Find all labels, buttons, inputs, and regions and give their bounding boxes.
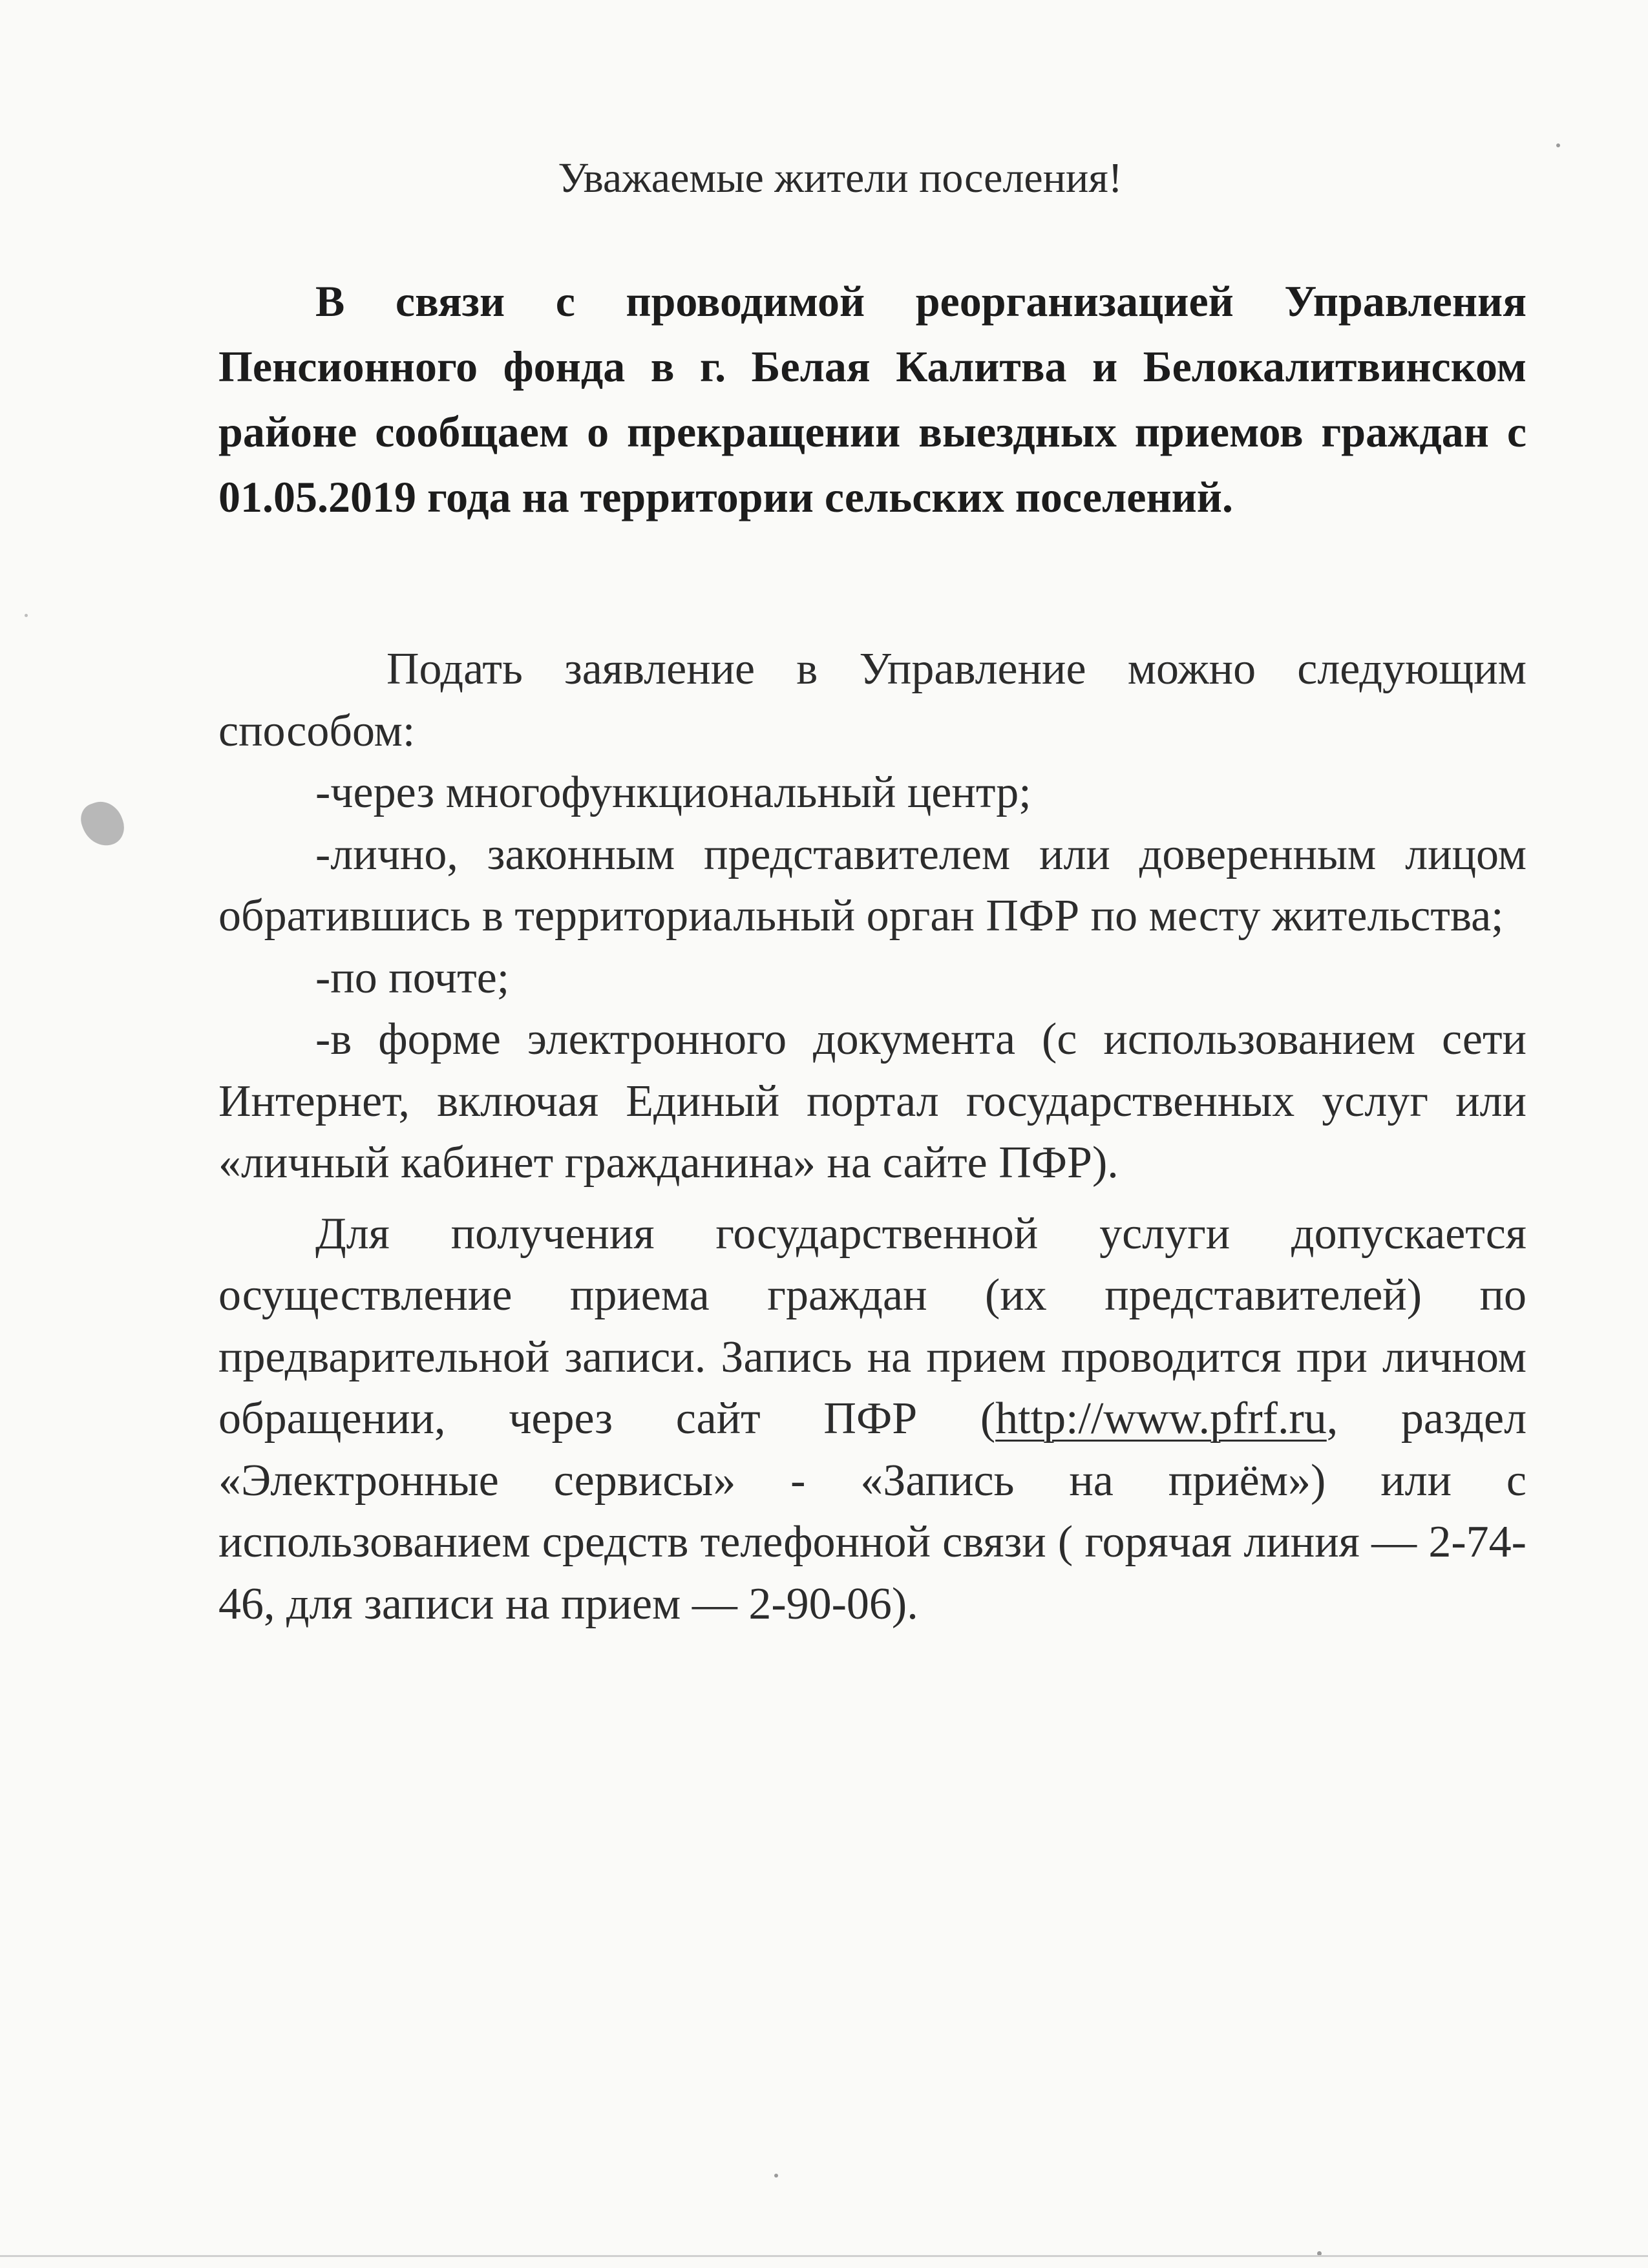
announcement-paragraph: В связи с проводимой реорганизацией Управления Пенсионного фонда в г. Белая Калитва и Белокалитвинском районе сообщаем о прекращении выездных приемов граждан с 01.05.2019 года на территории сельских поселений. <box>218 277 1527 521</box>
announcement-block <box>218 269 1527 530</box>
appointment-paragraph <box>218 1203 1527 1635</box>
scan-edge-line <box>0 2255 1648 2257</box>
scan-smudge <box>76 796 129 852</box>
method-item: -в форме электронного документа (с использованием сети Интернет, включая Единый портал государственных услуг или «личный кабинет гражданина» на сайте ПФР). <box>218 1014 1527 1188</box>
method-item: -по почте; <box>315 952 510 1003</box>
appointment-text-continued: , раздел «Электронные сервисы» - «Запись на приём») или с использованием средств телефонной связи ( горячая линия — 2-74-46, для записи на прием — 2-90-06). <box>218 1394 1527 1629</box>
pfrf-link[interactable]: http://www.pfrf.ru <box>995 1394 1327 1444</box>
intro-paragraph: Подать заявление в Управление можно следующим способом: <box>218 644 1527 756</box>
scan-speck <box>774 2174 778 2178</box>
scan-speck <box>25 614 28 617</box>
scan-speck <box>1556 143 1560 147</box>
method-item: -лично, законным представителем или доверенным лицом обратившись в территориальный орган ПФР по месту жительства; <box>218 829 1527 941</box>
method-item: -через многофункциональный центр; <box>315 768 1031 817</box>
document-heading: Уважаемые жители поселения! <box>558 154 1123 202</box>
appointment-text: Для получения государственной услуги допускается осуществление приема граждан (их представителей) по предварительной записи. Запись на прием проводится при личном обращении, через сайт ПФР ( <box>218 1208 1527 1444</box>
body-block <box>218 638 1527 1635</box>
